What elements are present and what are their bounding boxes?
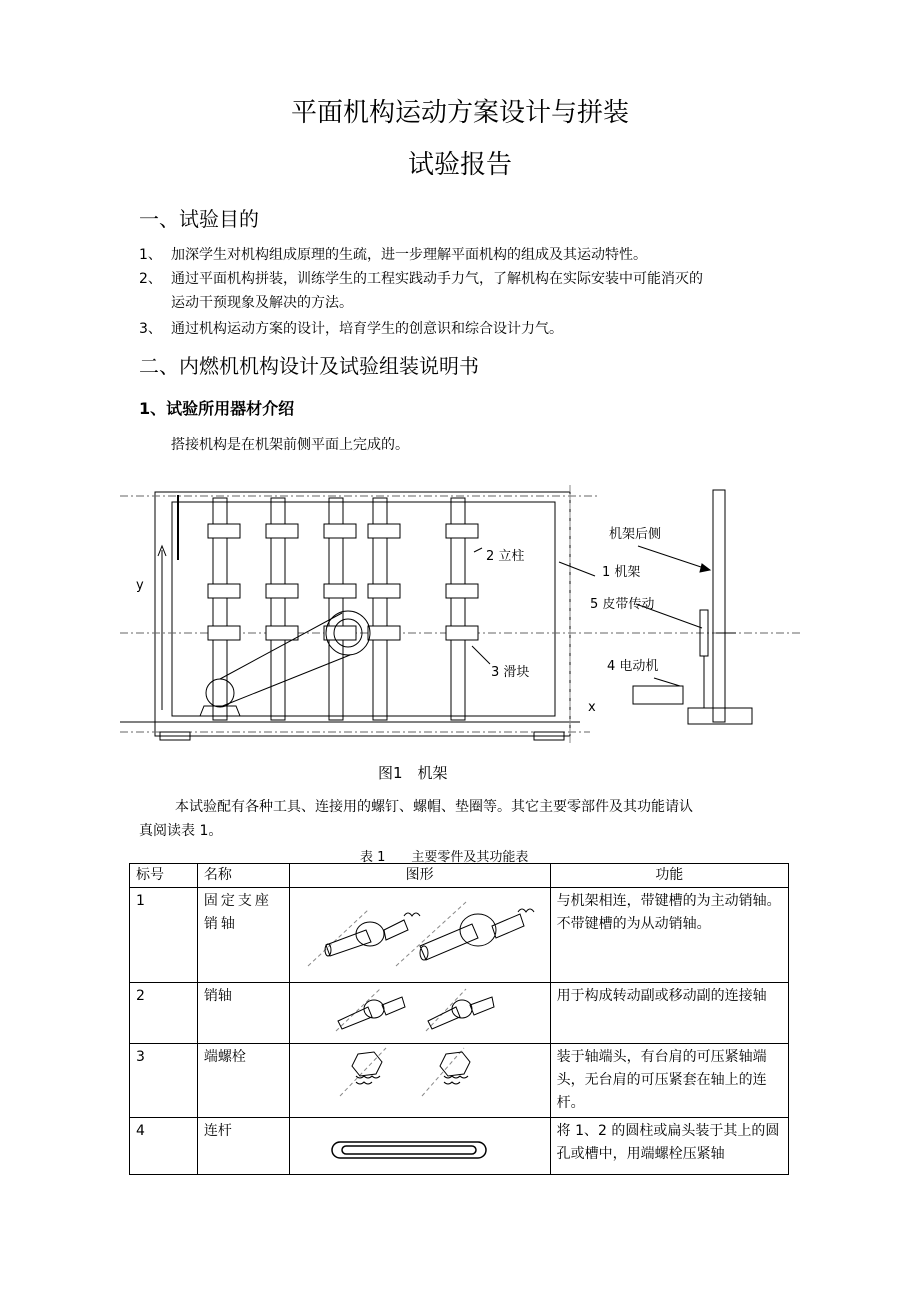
end-bolt-illustration (296, 1046, 544, 1106)
header-function: 功能 (550, 864, 788, 888)
section1-heading: 一、试验目的 (139, 207, 259, 231)
subsection1-heading: 1、试验所用器材介绍 (139, 399, 295, 418)
table-header-row (130, 864, 789, 888)
belt-label: 5 皮带传动 (590, 597, 655, 612)
rear-frame-post (713, 490, 725, 722)
header-name: 名称 (197, 864, 289, 888)
y-axis-label: y (136, 578, 144, 593)
slider-label: 3 滑块 (491, 665, 530, 680)
document-subtitle: 试验报告 (407, 150, 512, 180)
intro-text: 搭接机构是在机架前侧平面上完成的。 (171, 437, 409, 453)
section2-heading: 二、内燃机机构设计及试验组装说明书 (139, 354, 479, 378)
column-label: 2 立柱 (486, 549, 525, 564)
table-row: 2 销轴 用于构成转动副或移动副的连接轴 (130, 983, 789, 1044)
header-no: 标号 (130, 864, 198, 888)
pin-figure (289, 983, 550, 1044)
pin-shaft-figure (289, 888, 550, 983)
document-title: 平面机构运动方案设计与拼装 (290, 98, 629, 128)
table-row: 3 端螺栓 装于轴端头，有台肩的可压紧轴端头，无台肩的可压紧套在轴上的连杆。 (130, 1044, 789, 1118)
motor-label: 4 电动机 (607, 659, 659, 674)
motor-body (633, 686, 683, 704)
fixed-pin-shaft-illustration (296, 890, 544, 972)
pin-illustration (296, 985, 544, 1033)
frame-diagram (120, 480, 800, 750)
body-text-line1: 本试验配有各种工具、连接用的螺钉、螺帽、垫圈等。其它主要零部件及其功能请认 (175, 799, 693, 815)
figure-caption: 图1 机架 (378, 764, 448, 782)
table-row: 1 固定支座销轴 与机架相连，带键槽的为主动销轴。不带键槽的为从动销轴。 (130, 888, 789, 983)
body-text-line2: 真阅读表 1。 (139, 823, 223, 839)
header-figure: 图形 (289, 864, 550, 888)
end-bolt-figure (289, 1044, 550, 1118)
objective-item-3: 3、 通过机构运动方案的设计，培育学生的创意识和综合设计力气。 (139, 321, 563, 337)
link-rod-illustration (296, 1120, 544, 1164)
objective-item-2: 2、 通过平面机构拼装，训练学生的工程实践动手力气，了解机构在实际安装中可能消灭的 (139, 271, 703, 287)
link-rod-figure (289, 1118, 550, 1175)
objective-item-1: 1、 加深学生对机构组成原理的生疏，进一步理解平面机构的组成及其运动特性。 (139, 247, 647, 263)
table-caption: 表 1 主要零件及其功能表 (360, 850, 529, 865)
frame-label: 1 机架 (602, 565, 641, 580)
table-row: 4 连杆 将 1、2 的圆柱或扁头装于其上的圆孔或槽中，用端螺栓压紧轴 (130, 1118, 789, 1175)
parts-table (129, 863, 789, 1175)
rear-side-label: 机架后侧 (609, 527, 662, 542)
objective-item-2-cont: 运动干预现象及解决的方法。 (171, 295, 353, 311)
x-axis-label: x (588, 700, 596, 715)
